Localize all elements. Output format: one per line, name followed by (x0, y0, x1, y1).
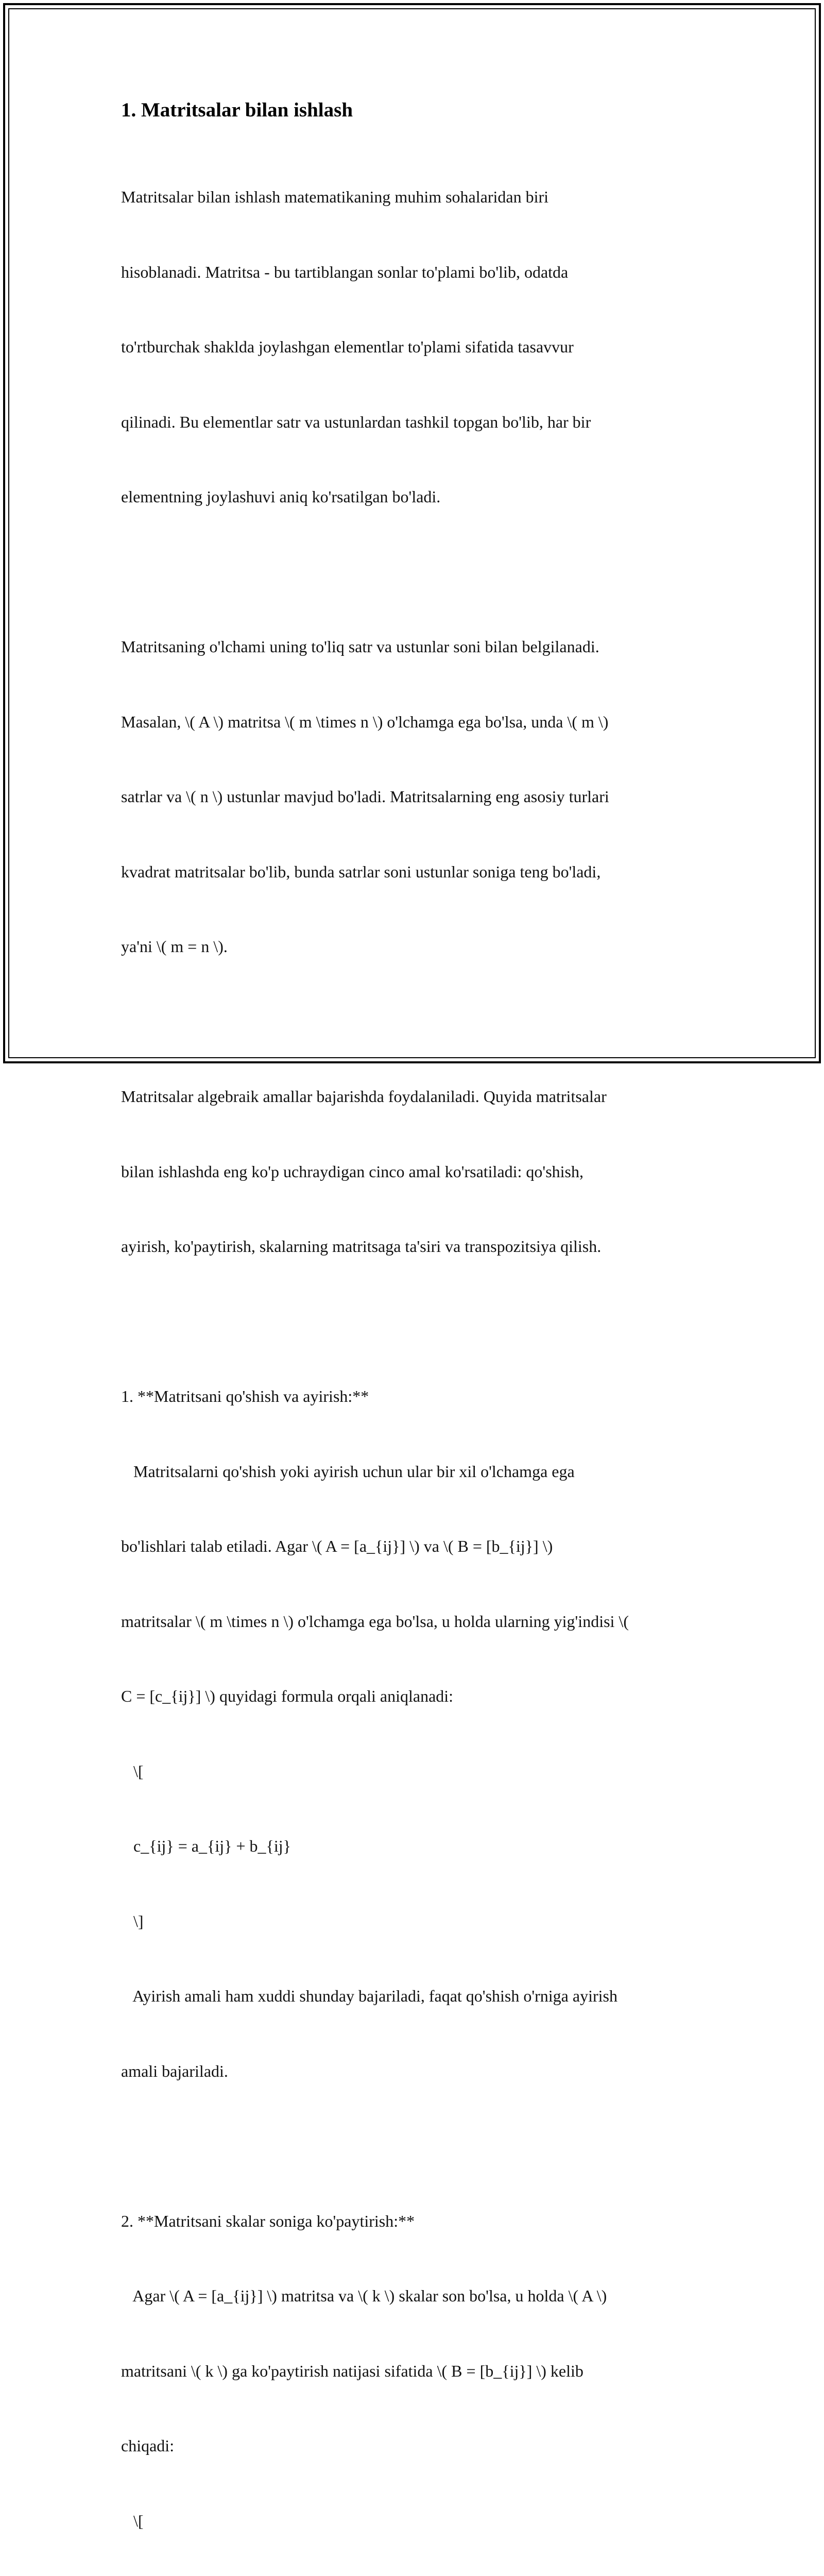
text-line: Matritsaning o'lchami uning to'liq satr va ustunlar soni bilan belgilanadi. (121, 634, 713, 659)
text-line: amali bajariladi. (121, 2059, 713, 2084)
text-line: to'rtburchak shaklda joylashgan elementlar to'plami sifatida tasavvur (121, 334, 713, 360)
paragraph-intro (121, 134, 713, 560)
paragraph-dimensions (121, 584, 713, 1009)
text-line: elementning joylashuvi aniq ko'rsatilgan bo'ladi. (121, 484, 713, 510)
text-line: Matritsalarni qo'shish yoki ayirish uchun ular bir xil o'lchamga ega (121, 1459, 713, 1484)
document-page (121, 97, 713, 2576)
text-line: 2. **Matritsani skalar soniga ko'paytirish:** (121, 2209, 713, 2234)
section-heading: 1. Matritsalar bilan ishlash (121, 97, 713, 124)
formula-line: c_{ij} = a_{ij} + b_{ij} (121, 1834, 713, 1859)
text-line: satrlar va \( n \) ustunlar mavjud bo'ladi. Matritsalarning eng asosiy turlari (121, 784, 713, 809)
text-line: C = [c_{ij}] \) quyidagi formula orqali aniqlanadi: (121, 1684, 713, 1709)
formula-line: \[ (121, 2509, 713, 2534)
text-line: Matritsalar bilan ishlash matematikaning muhim sohalaridan biri (121, 184, 713, 210)
text-line: Ayirish amali ham xuddi shunday bajariladi, faqat qo'shish o'rniga ayirish (121, 1984, 713, 2009)
text-line: Matritsalar algebraik amallar bajarishda foydalaniladi. Quyida matritsalar (121, 1084, 713, 1109)
text-line: chiqadi: (121, 2433, 713, 2459)
text-line: matritsani \( k \) ga ko'paytirish natijasi sifatida \( B = [b_{ij}] \) kelib (121, 2359, 713, 2384)
text-line: ya'ni \( m = n \). (121, 934, 713, 959)
text-line: Masalan, \( A \) matritsa \( m \times n \) o'lchamga ega bo'lsa, unda \( m \) (121, 709, 713, 735)
paragraph-scalar-multiplication (121, 2159, 713, 2576)
text-line: Agar \( A = [a_{ij}] \) matritsa va \( k \) skalar son bo'lsa, u holda \( A \) (121, 2283, 713, 2309)
formula-line: \[ (121, 1759, 713, 1784)
paragraph-addition (121, 1334, 713, 2133)
text-line: ayirish, ko'paytirish, skalarning matritsaga ta'siri va transpozitsiya qilish. (121, 1234, 713, 1259)
text-line: bilan ishlashda eng ko'p uchraydigan cinco amal ko'rsatiladi: qo'shish, (121, 1159, 713, 1184)
formula-line: \] (121, 1909, 713, 1934)
text-line: matritsalar \( m \times n \) o'lchamga ega bo'lsa, u holda ularning yig'indisi \( (121, 1609, 713, 1634)
text-line: hisoblanadi. Matritsa - bu tartiblangan sonlar to'plami bo'lib, odatda (121, 260, 713, 285)
text-line: 1. **Matritsani qo'shish va ayirish:** (121, 1384, 713, 1409)
text-line: qilinadi. Bu elementlar satr va ustunlardan tashkil topgan bo'lib, har bir (121, 410, 713, 435)
paragraph-operations (121, 1034, 713, 1309)
text-line: bo'lishlari talab etiladi. Agar \( A = [a_{ij}] \) va \( B = [b_{ij}] \) (121, 1534, 713, 1559)
text-line: kvadrat matritsalar bo'lib, bunda satrlar soni ustunlar soniga teng bo'ladi, (121, 859, 713, 885)
